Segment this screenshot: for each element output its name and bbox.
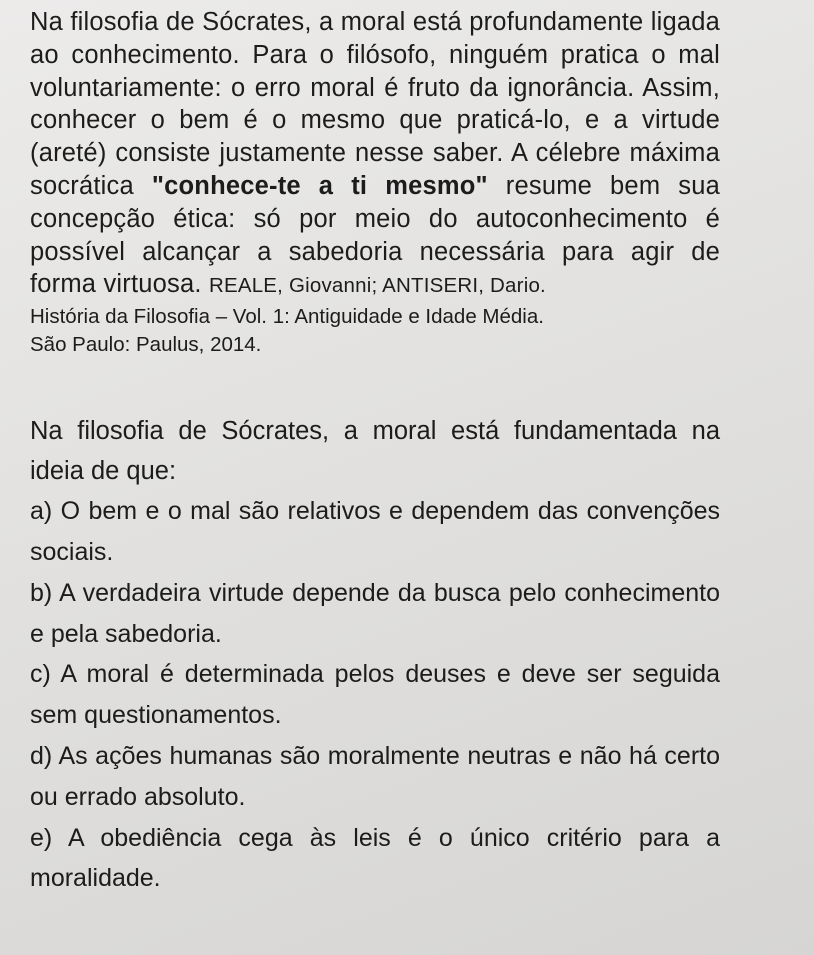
question-block — [30, 411, 720, 899]
citation-title: História da Filosofia – Vol. 1: Antiguidade e Idade Média. — [30, 305, 544, 329]
option-letter: d) — [30, 741, 53, 770]
option-c[interactable] — [30, 654, 720, 736]
socratic-maxim: "conhece-te a ti mesmo" — [151, 171, 488, 200]
passage-paragraph — [30, 6, 720, 303]
citation-place: São Paulo: Paulus, 2014. — [30, 333, 262, 357]
passage-text-before-maxim: Na filosofia de Sócrates, a moral está profundamente ligada ao conhecimento. Para o filósofo, ninguém pratica o mal voluntariamente: o erro moral é fruto da ignorância. Assim, conhecer o bem é o mesmo que praticá-lo, e a virtude (areté) consiste justamente nesse saber. A célebre máxima socrática — [30, 8, 720, 200]
option-letter: a) — [30, 497, 53, 526]
citation-author: REALE, Giovanni; ANTISERI, Dario. — [208, 274, 546, 298]
printed-page — [30, 6, 720, 899]
option-text: O bem e o mal são relativos e dependem das convenções sociais. — [30, 497, 720, 566]
option-d[interactable] — [30, 736, 720, 818]
option-e[interactable] — [30, 818, 720, 900]
option-text: As ações humanas são moralmente neutras e não há certo ou errado absoluto. — [30, 741, 720, 811]
option-letter: e) — [30, 823, 53, 852]
source-passage — [30, 6, 720, 359]
option-text: A verdadeira virtude depende da busca pelo conhecimento e pela sabedoria. — [30, 578, 720, 648]
answer-options — [30, 491, 720, 899]
option-letter: b) — [30, 578, 53, 607]
question-stem: Na filosofia de Sócrates, a moral está fundamentada na ideia de que: — [30, 417, 720, 486]
passage-text-after-maxim: resume bem sua concepção ética: só por meio do autoconhecimento é possível alcançar a sabedoria necessária para agir de forma virtuosa. — [30, 171, 720, 299]
option-letter: c) — [30, 660, 51, 689]
option-text: A moral é determinada pelos deuses e deve ser seguida sem questionamentos. — [30, 660, 720, 730]
option-b[interactable] — [30, 573, 720, 655]
option-a[interactable] — [30, 491, 720, 573]
option-text: A obediência cega às leis é o único critério para a moralidade. — [30, 823, 720, 893]
